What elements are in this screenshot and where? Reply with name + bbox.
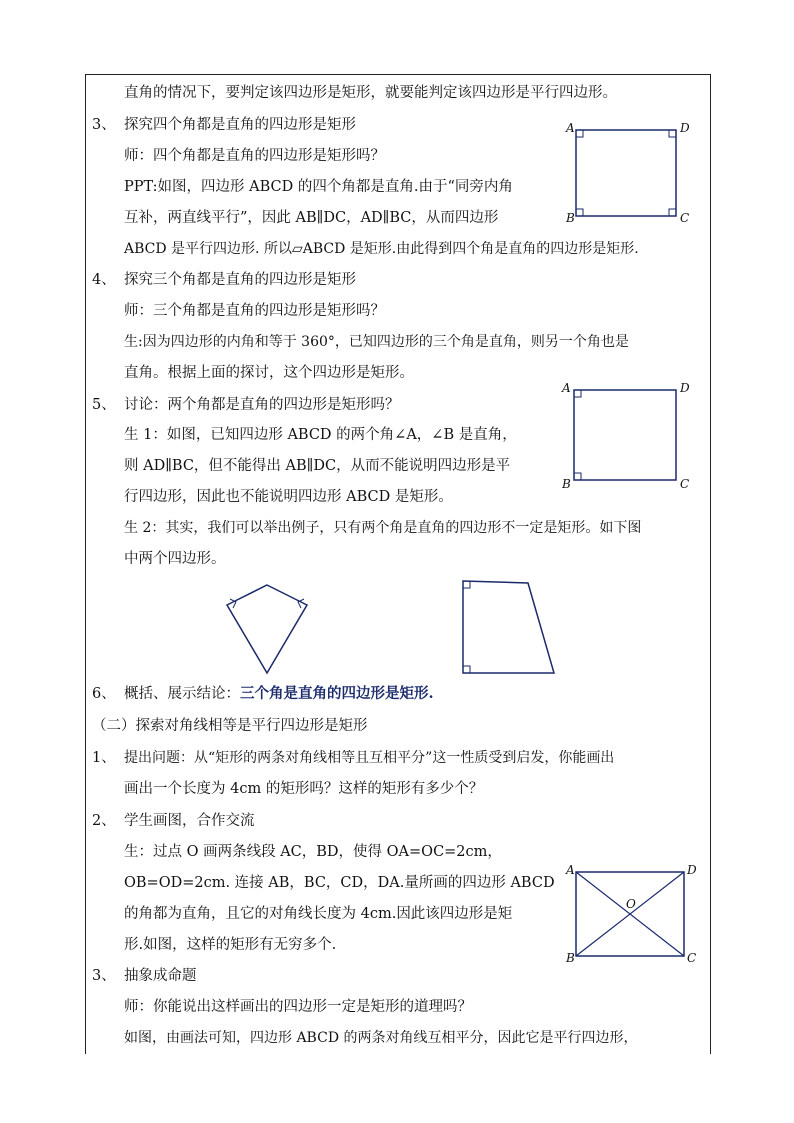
vertex-label-d: D — [687, 863, 697, 877]
vertex-label-c: C — [680, 477, 690, 491]
right-angle-mark-bottom — [463, 666, 470, 673]
text-line: 直角。根据上面的探讨，这个四边形是矩形。 — [124, 365, 414, 381]
center-label-o: O — [626, 897, 636, 911]
vertex-label-b: B — [566, 951, 575, 965]
text-line: OB=OD=2cm. 连接 AB，BC，CD，DA.量所画的四边形 ABCD — [124, 875, 555, 891]
heading-item-3b: 抽象成命题 — [124, 968, 197, 984]
right-angle-mark-b — [576, 209, 583, 216]
text-line: 则 AD∥BC，但不能得出 AB∥DC，从而不能说明四边形是平 — [124, 458, 511, 474]
text-line: 生 1：如图，已知四边形 ABCD 的两个角∠A，∠B 是直角， — [124, 427, 517, 443]
right-angle-mark-c — [669, 209, 676, 216]
text-line: 行四边形，因此也不能说明四边形 ABCD 是矩形。 — [124, 489, 453, 505]
vertex-label-a: A — [562, 381, 571, 395]
text-line: 互补，两直线平行”，因此 AB∥DC，AD∥BC，从而四边形 — [124, 210, 499, 226]
rectangle-outline — [574, 390, 676, 480]
item-number: 5、 — [92, 397, 116, 413]
vertex-label-b: B — [566, 211, 575, 225]
vertex-label-c: C — [680, 211, 690, 225]
section-heading: （二）探索对角线相等是平行四边形是矩形 — [92, 718, 368, 734]
conclusion-statement: 三个角是直角的四边形是矩形. — [240, 685, 434, 702]
conclusion-label: 概括、展示结论： — [124, 686, 240, 702]
right-angle-mark-b — [574, 473, 581, 480]
text-line: 如图，由画法可知，四边形 ABCD 的两条对角线互相平分，因此它是平行四边形， — [124, 1030, 638, 1046]
text-line: ABCD 是平行四边形. 所以▱ABCD 是矩形.由此得到四个角是直角的四边形是矩形. — [124, 241, 639, 257]
text-line: 形.如图，这样的矩形有无穷多个. — [124, 937, 337, 953]
vertex-label-c: C — [687, 951, 697, 965]
text-line: 提出问题：从“矩形的两条对角线相等且互相平分”这一性质受到启发，你能画出 — [124, 750, 615, 766]
vertex-label-a: A — [566, 863, 575, 877]
heading-item-4: 探究三个角都是直角的四边形是矩形 — [124, 272, 356, 288]
vertex-label-a: A — [566, 121, 575, 135]
right-angle-mark-d — [669, 130, 676, 137]
text-line: 师：四个角都是直角的四边形是矩形吗？ — [124, 148, 385, 164]
rectangle-figure-four-right-angles — [562, 118, 702, 228]
right-angle-mark-top — [463, 581, 470, 588]
kite-outline — [227, 585, 307, 673]
text-line: 的角都为直角，且它的对角线长度为 4cm.因此该四边形是矩 — [124, 906, 513, 922]
item-number: 3、 — [92, 968, 116, 984]
text-line: 直角的情况下，要判定该四边形是矩形，就要能判定该四边形是平行四边形。 — [124, 85, 617, 101]
item-number: 1、 — [92, 750, 116, 766]
right-angle-mark-a — [574, 390, 581, 397]
rectangle-diagonals-figure — [562, 860, 702, 968]
heading-item-2: 学生画图，合作交流 — [124, 813, 255, 829]
rectangle-outline — [576, 130, 676, 216]
vertex-label-b: B — [562, 477, 571, 491]
rectangle-figure-two-right-angles — [560, 378, 700, 493]
item-number: 4、 — [92, 272, 116, 288]
vertex-label-d: D — [680, 121, 690, 135]
text-line: PPT:如图，四边形 ABCD 的四个角都是直角.由于“同旁内角 — [124, 179, 513, 195]
heading-item-3: 探究四个角都是直角的四边形是矩形 — [124, 117, 356, 133]
text-line: 生:因为四边形的内角和等于 360°，已知四边形的三个角是直角，则另一个角也是 — [124, 334, 629, 350]
item-number: 6、 — [92, 686, 116, 702]
text-line: 师：你能说出这样画出的四边形一定是矩形的道理吗？ — [124, 999, 472, 1015]
right-angle-mark-a — [576, 130, 583, 137]
text-line: 生：过点 O 画两条线段 AC，BD，使得 OA=OC=2cm， — [124, 844, 502, 860]
vertex-label-d: D — [680, 381, 690, 395]
text-line: 生 2：其实，我们可以举出例子，只有两个角是直角的四边形不一定是矩形。如下图 — [124, 520, 642, 536]
conclusion-line — [124, 684, 434, 704]
trapezoid-counterexample-figure — [455, 575, 565, 680]
item-number: 3、 — [92, 117, 116, 133]
heading-item-5: 讨论：两个角都是直角的四边形是矩形吗？ — [124, 397, 400, 413]
kite-counterexample-figure — [220, 580, 320, 680]
text-line: 画出一个长度为 4cm 的矩形吗？这样的矩形有多少个？ — [124, 781, 484, 797]
text-line: 师：三个角都是直角的四边形是矩形吗？ — [124, 303, 385, 319]
text-line: 中两个四边形。 — [124, 551, 226, 567]
trapezoid-outline — [463, 581, 554, 673]
item-number: 2、 — [92, 813, 116, 829]
